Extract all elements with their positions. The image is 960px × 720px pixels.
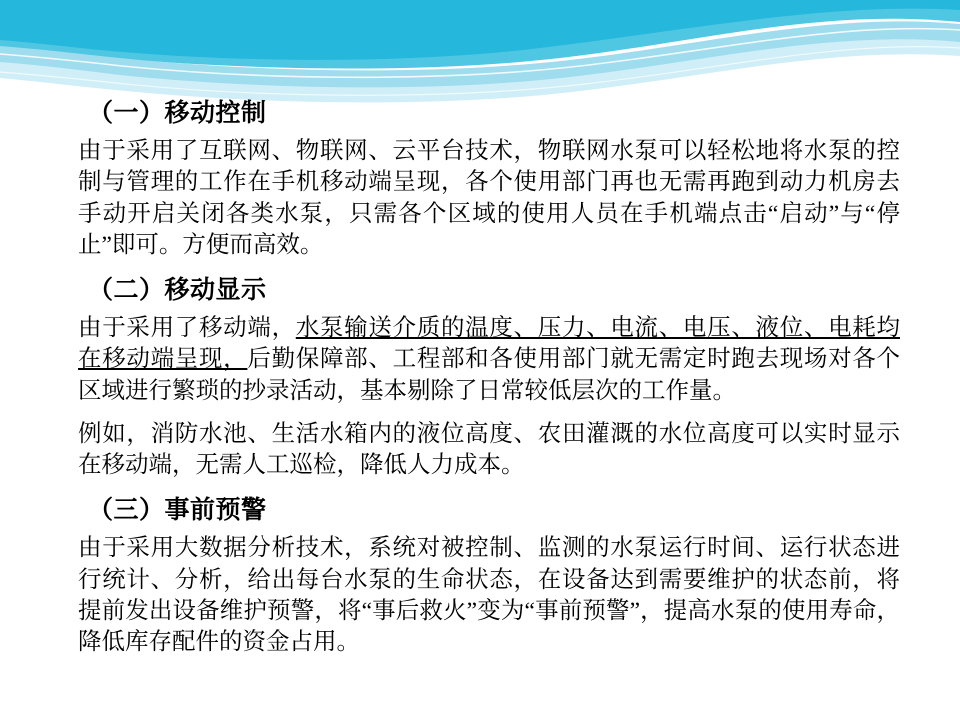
section-2-heading: （二）移动显示 xyxy=(88,277,267,304)
section-1-paragraph-1: 由于采用了互联网、物联网、云平台技术，物联网水泵可以轻松地将水泵的控制与管理的工作在手机移动端呈现，各个使用部门再也无需再跑到动力机房去手动开启关闭各类水泵，只需各个区域的使用人员在手机端点击“启动”与“停止”即可。方便而高效。 xyxy=(78,138,900,258)
slide-content xyxy=(0,98,960,668)
section-3-heading: （三）事前预警 xyxy=(88,497,267,525)
section-3 xyxy=(78,495,900,658)
section-2 xyxy=(78,275,900,481)
section-3-paragraph-1: 由于采用大数据分析技术，系统对被控制、监测的水泵运行时间、运行状态进行统计、分析，给出每台水泵的生命状态，在设备达到需要维护的状态前，将提前发出设备维护预警，将“事后救火”变为“事前预警”，提高水泵的使用寿命，降低库存配件的资金占用。 xyxy=(78,535,900,655)
section-2-paragraph-2: 例如，消防水池、生活水箱内的液位高度、农田灌溉的水位高度可以实时显示在移动端，无需人工巡检，降低人力成本。 xyxy=(78,420,900,478)
section-2-paragraph-1-prefix: 由于采用了移动端， xyxy=(78,315,296,341)
section-2-paragraph-1-underlined: 水泵输送介质的温度、压力、电流、电压、液位、电耗均在移动端呈现， xyxy=(78,315,901,373)
section-2-paragraph-1-suffix: 后勤保障部、工程部和各使用部门就无需定时跑去现场对各个区域进行繁琐的抄录活动，基本剔除了日常较低层次的工作量。 xyxy=(78,346,901,404)
section-1 xyxy=(78,98,900,261)
section-1-heading: （一）移动控制 xyxy=(88,100,267,127)
section-2-paragraph-1 xyxy=(78,313,900,407)
